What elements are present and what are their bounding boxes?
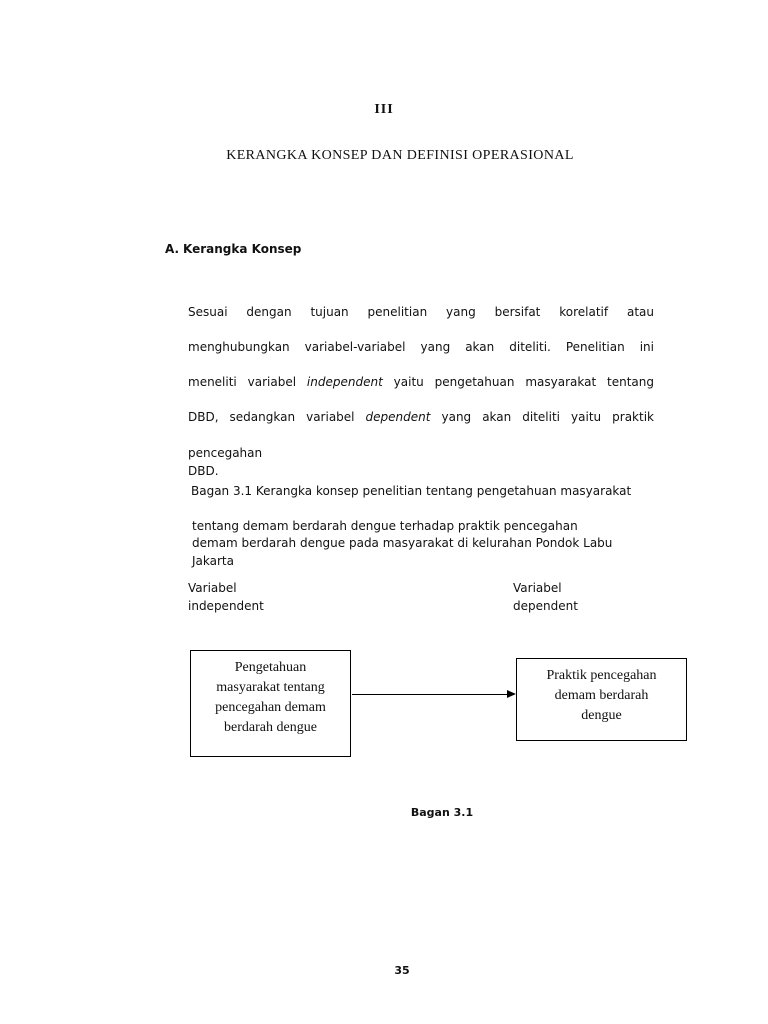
paragraph-line-4-post: yang akan diteliti yaitu praktik [441,410,654,424]
caption-line-2: tentang demam berdarah dengue terhadap praktik pencegahan [192,519,578,533]
left-box-line-1: Pengetahuan [234,659,307,675]
dependent-label-line-1: Variabel [513,581,562,595]
arrow-line [352,694,508,695]
right-box-line-3: dengue [581,707,622,723]
dependent-label-line-2: dependent [513,599,578,613]
chapter-title: KERANGKA KONSEP DAN DEFINISI OPERASIONAL [226,148,574,163]
paragraph-line-4-pre: DBD, sedangkan variabel [188,410,355,424]
dependent-term: dependent [365,410,431,424]
right-box-line-1: Praktik pencegahan [546,667,657,683]
independent-label-line-1: Variabel [188,581,237,595]
chapter-number: III [374,102,394,117]
caption-line-3: demam berdarah dengue pada masyarakat di kelurahan Pondok Labu [192,536,613,550]
left-box-line-3: pencegahan demam [215,699,326,715]
left-box-line-4: berdarah dengue [224,719,317,735]
page-number: 35 [394,964,410,977]
figure-label: Bagan 3.1 [410,806,474,819]
arrow-head-icon [507,690,516,698]
paragraph-line-4 [188,410,654,424]
section-heading [165,242,301,256]
paragraph-line-3 [188,375,654,389]
paragraph-line-3-pre: meneliti variabel [188,375,297,389]
independent-term: independent [306,375,383,389]
paragraph-line-3-post: yaitu pengetahuan masyarakat tentang [393,375,654,389]
paragraph-line-6: DBD. [188,464,219,478]
independent-variable-box [190,650,351,757]
section-letter: A. [165,242,180,256]
independent-label-line-2: independent [188,599,264,613]
left-box-line-2: masyarakat tentang [216,679,325,695]
paragraph-line-1: Sesuai dengan tujuan penelitian yang bersifat korelatif atau [188,305,654,319]
paragraph-line-2: menghubungkan variabel-variabel yang akan diteliti. Penelitian ini [188,340,654,354]
caption-line-1: Bagan 3.1 Kerangka konsep penelitian tentang pengetahuan masyarakat [191,484,632,498]
paragraph-line-5: pencegahan [188,446,263,460]
dependent-variable-box [516,658,687,741]
dependent-variable-label [513,579,578,615]
independent-variable-label [188,579,264,615]
right-box-line-2: demam berdarah [554,687,649,703]
section-title: Kerangka Konsep [183,242,302,256]
caption-line-4: Jakarta [192,554,234,568]
